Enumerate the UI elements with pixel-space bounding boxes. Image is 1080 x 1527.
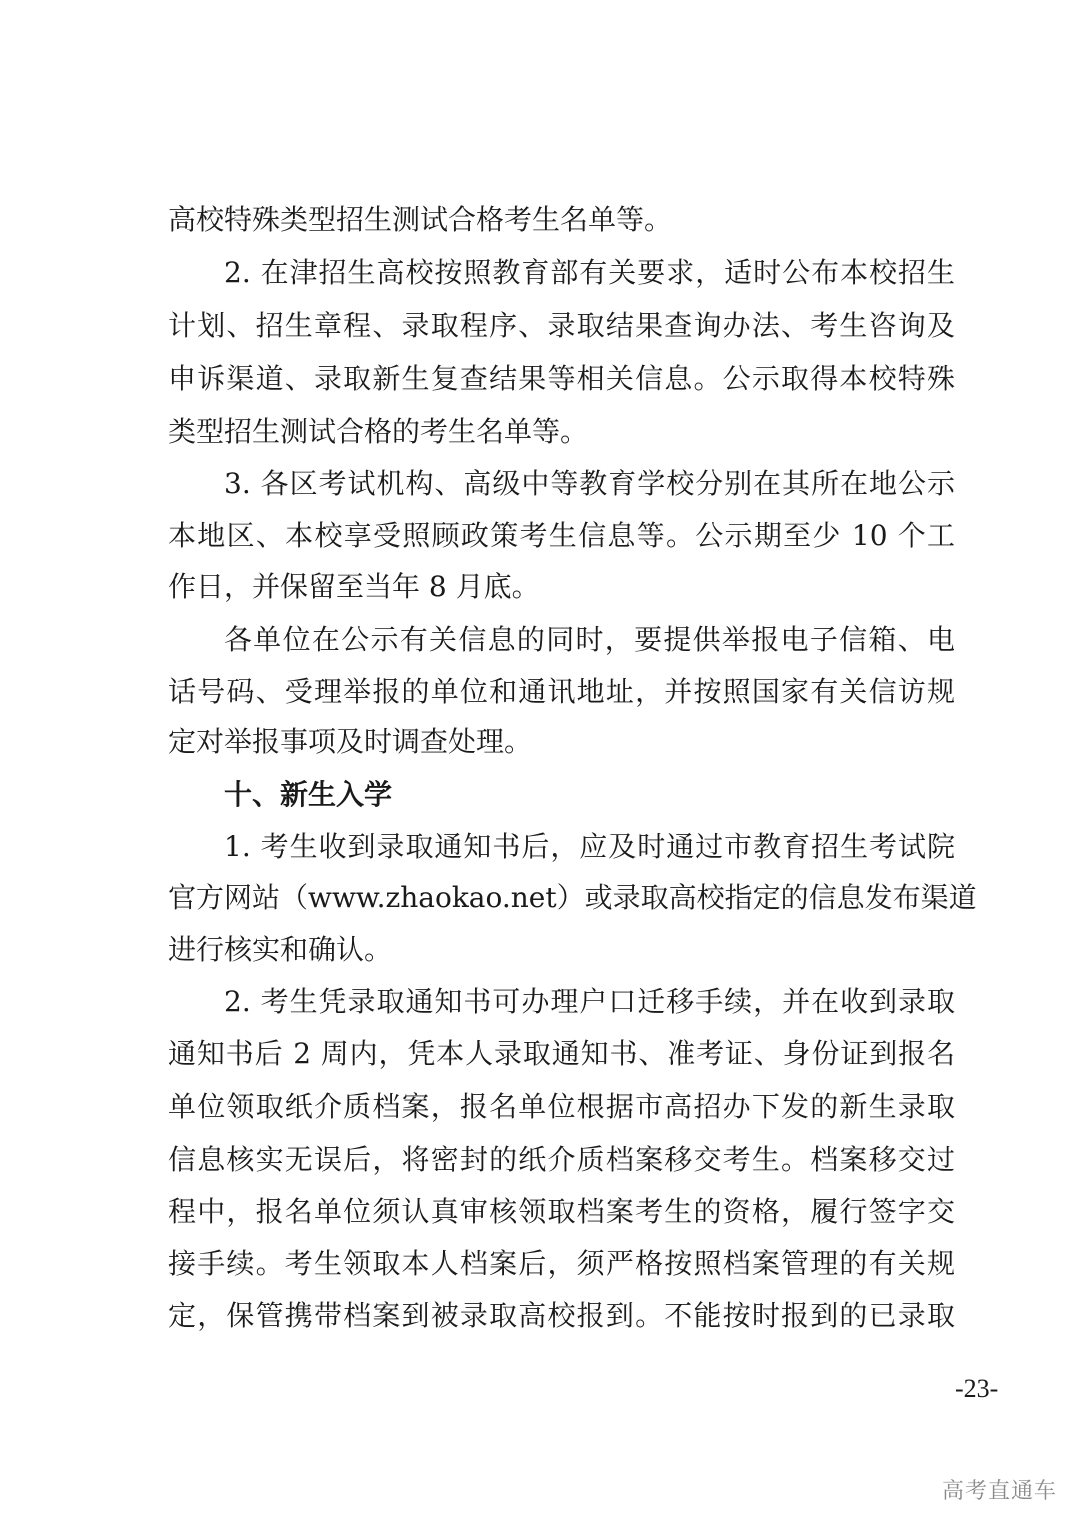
text-line: 单位领取纸介质档案，报名单位根据市高招办下发的新生录取 — [168, 1090, 955, 1123]
text-line: 计划、招生章程、录取程序、录取结果查询办法、考生咨询及 — [168, 309, 955, 342]
text-line: 1. 考生收到录取通知书后，应及时通过市教育招生考试院 — [224, 830, 955, 863]
text-line: 通知书后 2 周内，凭本人录取通知书、准考证、身份证到报名 — [168, 1037, 955, 1070]
text-line: 程中，报名单位须认真审核领取档案考生的资格，履行签字交 — [168, 1195, 955, 1228]
text-line: 类型招生测试合格的考生名单等。 — [168, 415, 589, 448]
text-line: 进行核实和确认。 — [168, 933, 393, 966]
text-line: 话号码、受理举报的单位和通讯地址，并按照国家有关信访规 — [168, 675, 955, 708]
text-line: 高校特殊类型招生测试合格考生名单等。 — [168, 203, 673, 236]
text-line: 2. 在津招生高校按照教育部有关要求，适时公布本校招生 — [224, 256, 955, 289]
text-line: 申诉渠道、录取新生复查结果等相关信息。公示取得本校特殊 — [168, 362, 955, 395]
text-line: 接手续。考生领取本人档案后，须严格按照档案管理的有关规 — [168, 1247, 955, 1280]
text-line: 3. 各区考试机构、高级中等教育学校分别在其所在地公示 — [224, 467, 955, 500]
text-line: 2. 考生凭录取通知书可办理户口迁移手续，并在收到录取 — [224, 985, 955, 1018]
text-line: 信息核实无误后，将密封的纸介质档案移交考生。档案移交过 — [168, 1143, 955, 1176]
page-number: -23- — [955, 1374, 999, 1403]
text-line: 定对举报事项及时调查处理。 — [168, 725, 533, 758]
text-line: 各单位在公示有关信息的同时，要提供举报电子信箱、电 — [224, 623, 955, 656]
text-line: 定，保管携带档案到被录取高校报到。不能按时报到的已录取 — [168, 1299, 955, 1332]
text-line: 本地区、本校享受照顾政策考生信息等。公示期至少 10 个工 — [168, 519, 955, 552]
section-heading: 十、新生入学 — [224, 778, 393, 811]
watermark: 高考直通车 — [942, 1479, 1058, 1504]
text-line: 官方网站（www.zhaokao.net）或录取高校指定的信息发布渠道 — [168, 881, 977, 914]
text-line: 作日，并保留至当年 8 月底。 — [168, 570, 540, 603]
